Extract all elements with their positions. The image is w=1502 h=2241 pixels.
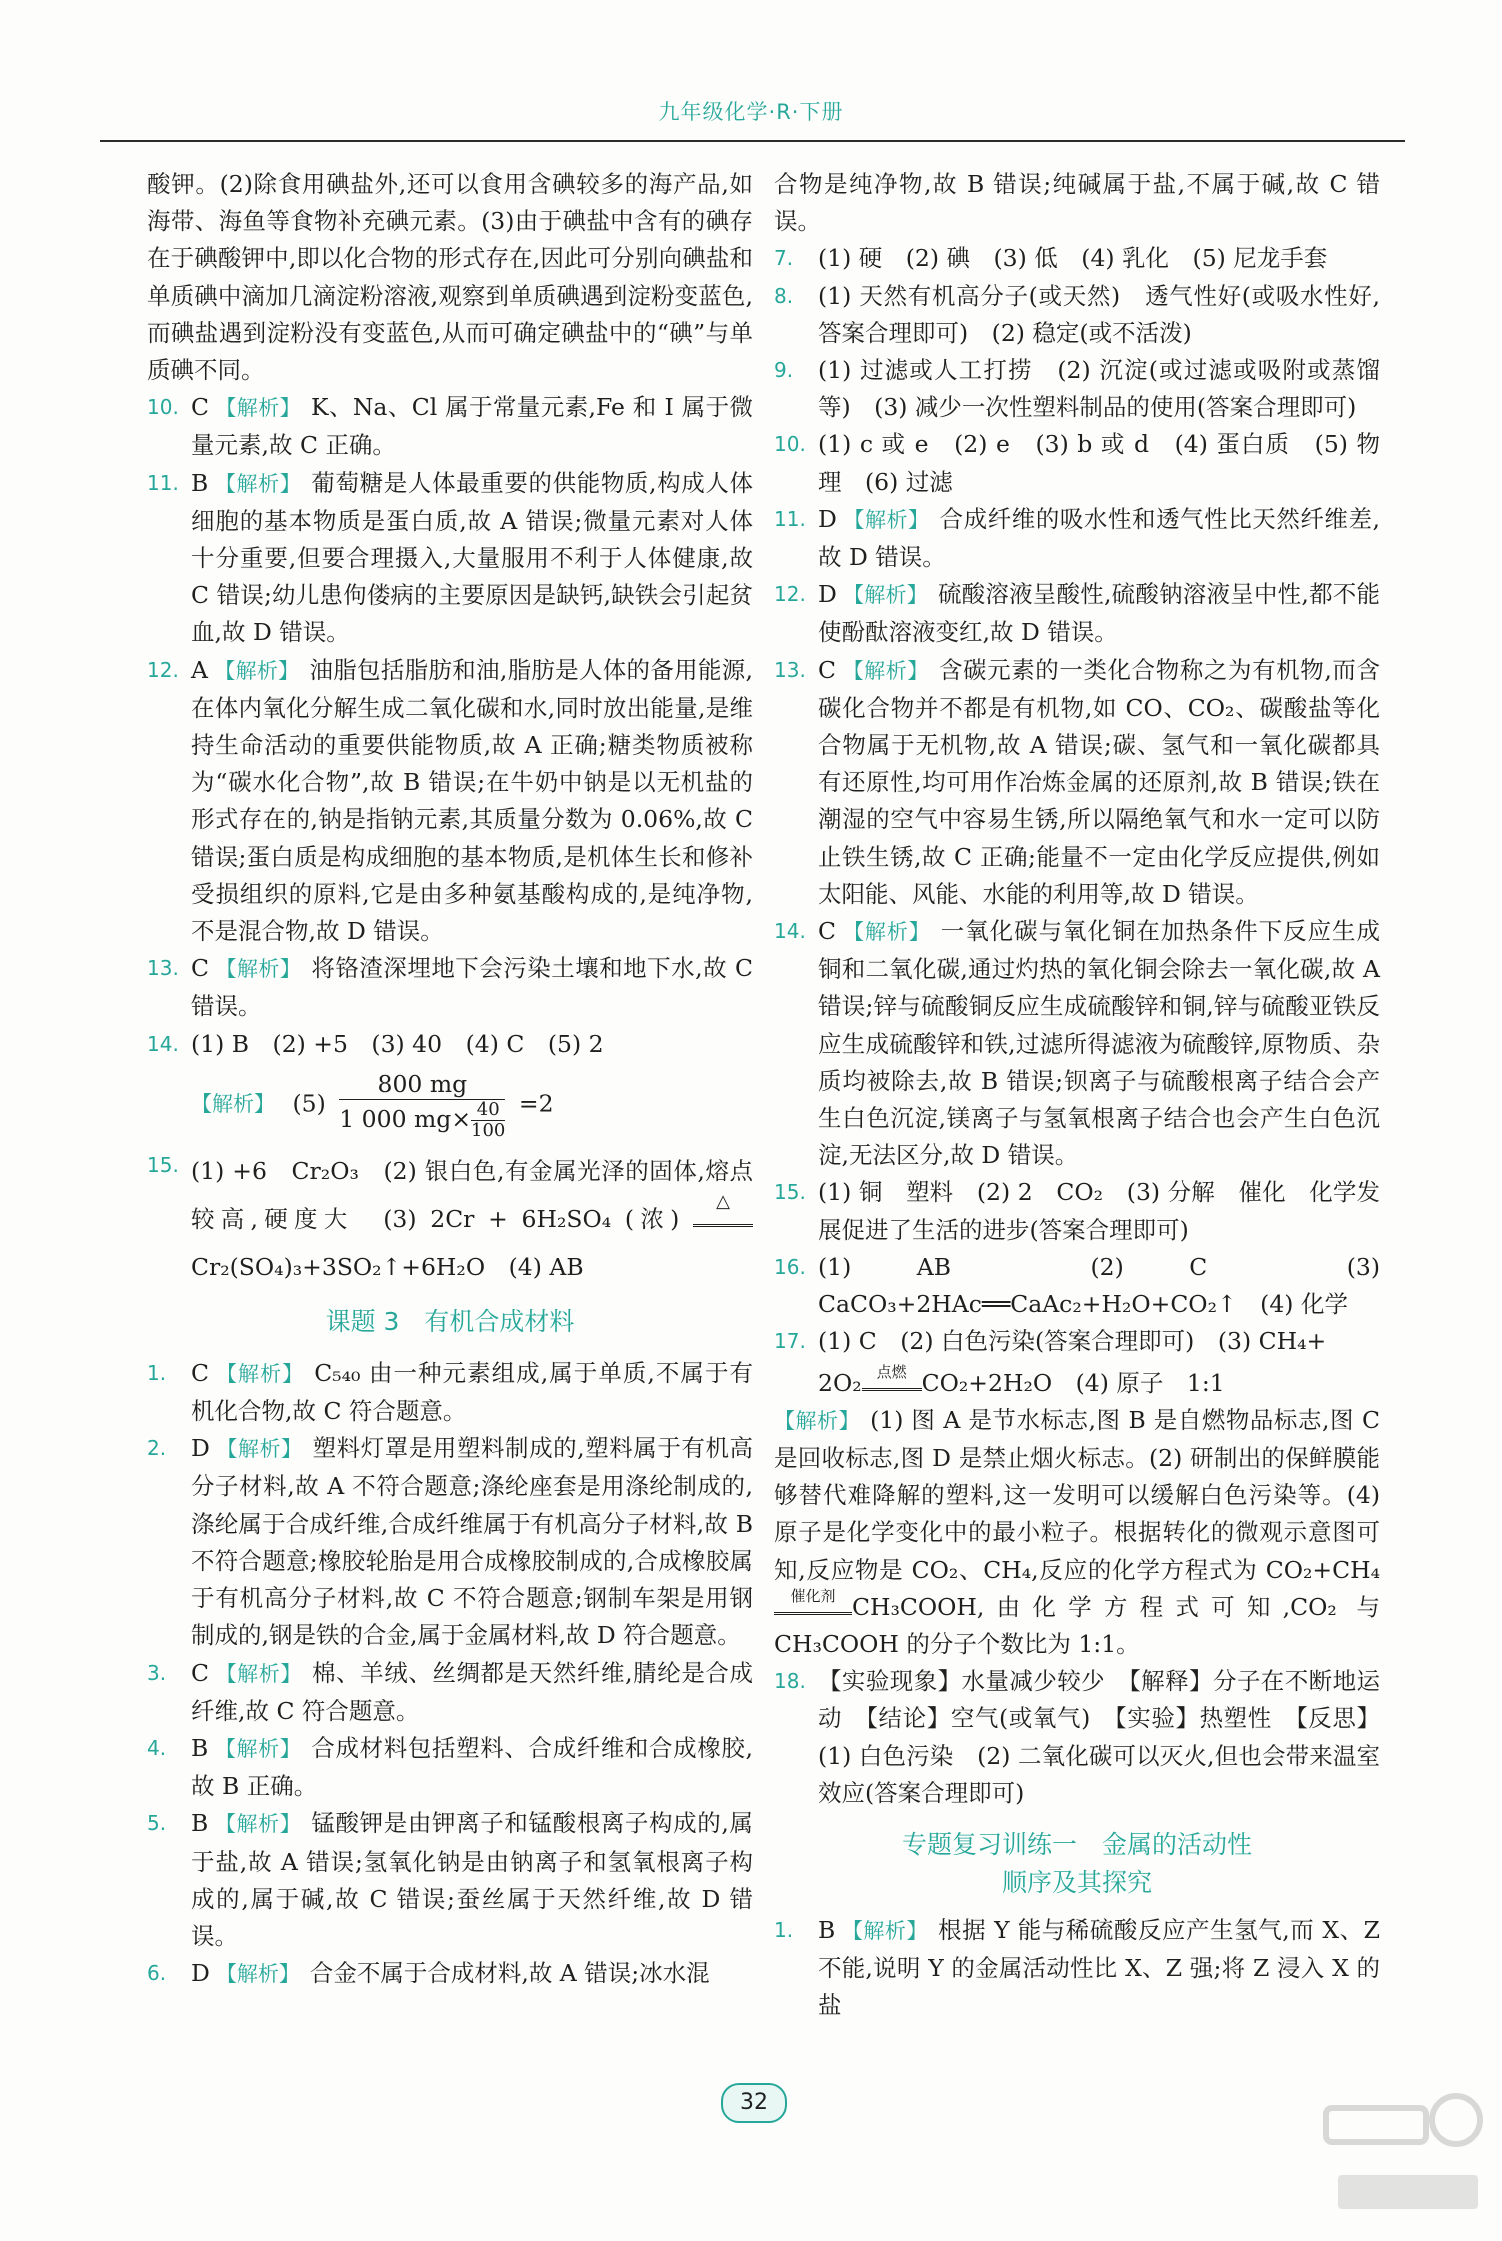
answer-letter: C xyxy=(818,655,836,684)
answer-item xyxy=(774,913,1380,1174)
analysis-text: 合金不属于合成材料,故 A 错误;冰水混 xyxy=(309,1959,710,1988)
right-answer-list-b xyxy=(774,501,1380,1175)
ignite-label: 点燃 xyxy=(876,1362,907,1381)
answer-letter: C xyxy=(191,1658,209,1687)
answer-text: 【实验现象】水量减少较少 【解释】分子在不断地运动 【结论】空气(或氧气) 【实验】热塑性 【反思】(1) 白色污染 (2) 二氧化碳可以灭火,但也会带来温室效应(答案合理即可) xyxy=(818,1667,1380,1807)
analysis-text: 锰酸钾是由钾离子和锰酸根离子构成的,属于盐,故 A 错误;氢氧化钠是由钠离子和氢氧根离子构成的,属于碱,故 C 错误;蚕丝属于天然纤维,故 D 错误。 xyxy=(191,1809,753,1950)
answer-letter: D xyxy=(818,504,837,533)
analysis-text: 一氧化碳与氧化铜在加热条件下反应生成铜和二氧化碳,通过灼热的氧化铜会除去一氧化碳,故 A 错误;锌与硫酸铜反应生成硫酸锌和铜,锌与硫酸亚铁反应生成硫酸锌和铁,过滤所得滤液为硫酸锌,原物质、杂质均被除去,故 B 错误;钡离子与硫酸根离子结合会产生白色沉淀,镁离子与氢氧根离子结合也会产生白色沉淀,无法区分,故 D 错误。 xyxy=(818,917,1381,1170)
item-number: 17. xyxy=(774,1329,806,1354)
item-body xyxy=(191,950,753,1025)
answer-letter: D xyxy=(191,1959,210,1988)
answer-item xyxy=(147,1355,753,1430)
answer-item xyxy=(147,1805,753,1955)
item-body xyxy=(818,913,1380,1174)
answer-item xyxy=(774,240,1380,277)
catalyst-condition-arrow xyxy=(774,1586,852,1615)
heat-symbol: △ xyxy=(716,1190,730,1212)
analysis-text: 将铬渣深埋地下会污染土壤和地下水,故 C 错误。 xyxy=(191,954,754,1021)
item-number: 9. xyxy=(774,358,794,383)
analysis-tag: 【解析】 xyxy=(842,583,928,608)
item-body xyxy=(191,389,753,464)
item-body: (1) 天然有机高分子(或天然) 透气性好(或吸水性好,答案合理即可) (2) 稳定(或不活泼) xyxy=(818,281,1380,347)
item-number: 12. xyxy=(147,657,179,682)
inner-fraction xyxy=(471,1100,505,1141)
answer-item-last xyxy=(774,1912,1380,2025)
answer-item-14 xyxy=(147,1026,753,1141)
answer-item xyxy=(147,1655,753,1730)
denominator-prefix: 1 000 mg× xyxy=(339,1104,472,1133)
analysis-text: 油脂包括脂肪和油,脂肪是人体的备用能源,在体内氧化分解生成二氧化碳和水,同时放出能量,是维持生命活动的重要供能物质,故 A 正确;糖类物质被称为“碳水化合物”,故 B 错误;在牛奶中钠是以无机盐的形式存在的,钠是指钠元素,其质量分数为 0.06%,故 C 错误;蛋白质是构成细胞的基本物质,是机体生长和修补受损组织的原料,它是由多种氨基酸构成的,是纯净物,不是混合物,故 D 错误。 xyxy=(191,655,753,946)
analysis-tag: 【解析】 xyxy=(214,396,301,421)
analysis-tag: 【解析】 xyxy=(214,1661,302,1686)
item-number: 11. xyxy=(774,506,806,531)
item-number: 7. xyxy=(774,246,794,271)
q17-analysis xyxy=(774,1402,1380,1663)
analysis-text: C₅₄₀ 由一种元素组成,属于单质,不属于有机化合物,故 C 符合题意。 xyxy=(191,1358,754,1426)
item-number: 10. xyxy=(147,395,179,420)
analysis-tag: 【解析】 xyxy=(214,1736,302,1761)
analysis-tag: 【解析】 xyxy=(214,957,302,982)
answer-letter: C xyxy=(191,393,209,422)
answer-letter: D xyxy=(191,1434,210,1463)
answer-item xyxy=(774,501,1380,576)
answer-item xyxy=(147,652,753,951)
answer-item xyxy=(147,950,753,1025)
answer-letter: B xyxy=(191,1809,209,1838)
inner-bottom: 100 xyxy=(471,1119,506,1141)
answer-item xyxy=(774,426,1380,500)
section-title: 课题 3 有机合成材料 xyxy=(325,1306,575,1336)
left-intro: 酸钾。(2)除食用碘盐外,还可以食用含碘较多的海产品,如海带、海鱼等食物补充碘元素。(3)由于碘盐中含有的碘存在于碘酸钾中,即以化合物的形式存在,因此可分别向碘盐和单质碘中滴加几滴淀粉溶液,观察到单质碘遇到淀粉变蓝色,而碘盐遇到淀粉没有变蓝色,从而可确定碘盐中的“碘”与单质碘不同。 xyxy=(147,170,753,385)
left-column xyxy=(147,166,753,1993)
analysis-tag: 【解析】 xyxy=(214,1812,302,1837)
answer-item xyxy=(774,352,1380,426)
answer-item xyxy=(147,389,753,464)
item-body xyxy=(818,652,1380,913)
item-body xyxy=(191,465,753,652)
left-answer-list-2 xyxy=(147,1355,753,1993)
item-body xyxy=(818,501,1380,576)
q14-fraction xyxy=(339,1069,505,1141)
heat-condition-arrow xyxy=(693,1190,753,1227)
item-body: (1) c 或 e (2) e (3) b 或 d (4) 蛋白质 (5) 物理 (6) 过滤 xyxy=(818,430,1380,496)
item-body: (1) 硬 (2) 碘 (3) 低 (4) 乳化 (5) 尼龙手套 xyxy=(818,244,1328,273)
analysis-tag: 【解析】 xyxy=(213,658,300,683)
analysis-text: 合成材料包括塑料、合成纤维和合成橡胶,故 B 正确。 xyxy=(191,1733,753,1801)
analysis-text: 含碳元素的一类化合物称之为有机物,而含碳化合物并不都是有机物,如 CO、CO₂、碳酸盐等化合物属于无机物,故 A 错误;碳、氢气和一氧化碳都具有还原性,均可用作冶炼金属的还原剂,故 B 错误;铁在潮湿的空气中容易生锈,所以隔绝氧气和水一定可以防止铁生锈,故 C 正确;能量不一定由化学反应提供,例如太阳能、风能、水能的利用等,故 D 错误。 xyxy=(818,655,1380,908)
item-number: 3. xyxy=(147,1660,167,1685)
answer-letter: C xyxy=(191,1358,209,1387)
header-rule xyxy=(100,140,1405,142)
equation-left: 2O₂ xyxy=(818,1368,862,1397)
item-body xyxy=(191,1655,753,1730)
answer-item-15 xyxy=(147,1147,753,1291)
item-number: 4. xyxy=(147,1735,167,1760)
answer-letter: B xyxy=(191,468,209,497)
item-body xyxy=(191,1355,753,1430)
analysis-text: 根据 Y 能与稀硫酸反应产生氢气,而 X、Z 不能,说明 Y 的金属活动性比 X、Z 强;将 Z 浸入 X 的盐 xyxy=(818,1915,1381,2020)
item-number: 11. xyxy=(147,470,179,495)
item-number: 10. xyxy=(774,432,806,457)
item-body xyxy=(818,576,1380,651)
analysis-tag: 【解析】 xyxy=(215,1962,300,1987)
item-body xyxy=(191,1430,753,1654)
right-answer-list xyxy=(774,240,1380,500)
item-body xyxy=(191,1955,753,1993)
item-number: 5. xyxy=(147,1811,167,1836)
analysis-tag: 【解析】 xyxy=(841,920,931,945)
item-number: 14. xyxy=(774,919,806,944)
answer-item xyxy=(774,576,1380,651)
item-number: 6. xyxy=(147,1961,167,1986)
item-number: 15. xyxy=(147,1152,179,1177)
fraction-denominator xyxy=(339,1100,505,1141)
equation-line xyxy=(818,1362,1380,1402)
answer-item xyxy=(774,652,1380,913)
item-number: 18. xyxy=(774,1669,806,1694)
right-intro: 合物是纯净物,故 B 错误;纯碱属于盐,不属于碱,故 C 错误。 xyxy=(774,170,1380,236)
answer-text: (1) C (2) 白色污染(答案合理即可) (3) CH₄+ xyxy=(818,1327,1327,1356)
answer-text-cont: Cr₂(SO₄)₃+3SO₂↑+6H₂O (4) AB xyxy=(191,1252,584,1281)
q14-result: =2 xyxy=(518,1089,554,1118)
item-number: 1. xyxy=(774,1917,794,1942)
answer-letter: D xyxy=(818,580,837,609)
answer-item xyxy=(147,1955,753,1993)
analysis-text: 葡萄糖是人体最重要的供能物质,构成人体细胞的基本物质是蛋白质,故 A 错误;微量元素对人体十分重要,但要合理摄入,大量服用不利于人体健康,故 C 错误;幼儿患佝偻病的主要原因是缺钙,缺铁会引起贫血,故 D 错误。 xyxy=(191,468,753,647)
item-body xyxy=(191,652,753,951)
answer-text: (1) +6 Cr₂O₃ (2) 银白色,有金属光泽的固体,熔点较高,硬度大 (3) 2Cr + 6H₂SO₄ (浓) xyxy=(191,1156,753,1233)
answer-letter: C xyxy=(818,917,836,946)
catalyst-label: 催化剂 xyxy=(790,1586,836,1605)
answer-text: (1) 铜 塑料 (2) 2 CO₂ (3) 分解 催化 化学发展促进了生活的进步(答案合理即可) xyxy=(818,1178,1380,1244)
q14-analysis xyxy=(191,1069,753,1141)
item-number: 1. xyxy=(147,1360,167,1385)
answer-letter: C xyxy=(191,954,209,983)
answer-text: (1) AB (2) C (3) CaCO₃+2HAc══CaAc₂+H₂O+CO₂↑ (4) 化学 xyxy=(818,1252,1380,1319)
item-number: 8. xyxy=(774,283,794,308)
analysis-tag: 【解析】 xyxy=(191,1092,275,1117)
answer-item xyxy=(147,465,753,652)
item-number: 12. xyxy=(774,582,806,607)
answer-item xyxy=(147,1430,753,1654)
analysis-text: K、Na、Cl 属于常量元素,Fe 和 I 属于微量元素,故 C 正确。 xyxy=(191,393,754,460)
answer-item-15r xyxy=(774,1174,1380,1248)
analysis-text-cont: CH₃COOH,由化学方程式可知,CO₂ 与 CH₃COOH 的分子个数比为 1:1。 xyxy=(774,1592,1380,1658)
item-number: 16. xyxy=(774,1254,806,1279)
analysis-tag: 【解析】 xyxy=(774,1408,861,1433)
item-number: 15. xyxy=(774,1180,806,1205)
answer-letter: B xyxy=(191,1733,209,1762)
item-number: 13. xyxy=(147,956,179,981)
answer-item xyxy=(147,1730,753,1805)
answer-text: (1) B (2) +5 (3) 40 (4) C (5) 2 xyxy=(191,1029,604,1058)
analysis-tag: 【解析】 xyxy=(841,1918,929,1943)
inner-top: 40 xyxy=(471,1100,505,1121)
q14-label: (5) xyxy=(292,1089,326,1118)
answer-item-17r xyxy=(774,1323,1380,1401)
left-answer-list xyxy=(147,389,753,1025)
section-title-line2: 顺序及其探究 xyxy=(1001,1867,1152,1897)
analysis-tag: 【解析】 xyxy=(215,1437,303,1462)
analysis-tag: 【解析】 xyxy=(841,658,929,683)
right-column xyxy=(774,166,1380,2025)
running-header: 九年级化学·R·下册 xyxy=(658,100,844,124)
answer-letter: B xyxy=(818,1915,836,1944)
answer-letter: A xyxy=(191,655,208,684)
equation-right: CO₂+2H₂O (4) 原子 1:1 xyxy=(921,1368,1225,1397)
fraction-numerator: 800 mg xyxy=(339,1069,505,1100)
answer-item-18r xyxy=(774,1663,1380,1812)
analysis-text: (1) 图 A 是节水标志,图 B 是自燃物品标志,图 C 是回收标志,图 D 是禁止烟火标志。(2) 研制出的保鲜膜能够替代难降解的塑料,这一发明可以缓解白色污染等。(4) 原子是化学变化中的最小粒子。根据转化的微观示意图可知,反应物是 CO₂、CH₄,反应的化学方程式为 CO₂+CH₄ xyxy=(774,1405,1380,1584)
item-body: (1) 过滤或人工打捞 (2) 沉淀(或过滤或吸附或蒸馏等) (3) 减少一次性塑料制品的使用(答案合理即可) xyxy=(818,356,1380,422)
answer-item xyxy=(774,278,1380,352)
page-number: 32 xyxy=(721,2083,787,2123)
item-number: 14. xyxy=(147,1031,179,1056)
analysis-text: 塑料灯罩是用塑料制成的,塑料属于有机高分子材料,故 A 不符合题意;涤纶座套是用涤纶制成的,涤纶属于合成纤维,合成纤维属于有机高分子材料,故 B 不符合题意;橡胶轮胎是用合成橡胶制成的,合成橡胶属于有机高分子材料,故 C 不符合题意;钢制车架是用钢制成的,钢是铁的合金,属于金属材料,故 D 符合题意。 xyxy=(191,1434,753,1650)
item-body xyxy=(191,1730,753,1805)
item-body xyxy=(191,1805,753,1955)
analysis-tag: 【解析】 xyxy=(842,507,930,532)
analysis-text: 合成纤维的吸水性和透气性比天然纤维差,故 D 错误。 xyxy=(818,504,1380,572)
analysis-tag: 【解析】 xyxy=(214,1361,305,1386)
ignite-condition-arrow xyxy=(862,1362,922,1391)
analysis-text: 硫酸溶液呈酸性,硫酸钠溶液呈中性,都不能使酚酞溶液变红,故 D 错误。 xyxy=(818,580,1380,647)
item-number: 13. xyxy=(774,657,806,682)
item-number: 2. xyxy=(147,1436,167,1461)
answer-item-16r xyxy=(774,1249,1380,1323)
analysis-tag: 【解析】 xyxy=(214,471,302,496)
section-title-line1: 专题复习训练一 金属的活动性 xyxy=(901,1829,1252,1859)
analysis-text: 棉、羊绒、丝绸都是天然纤维,腈纶是合成纤维,故 C 符合题意。 xyxy=(191,1658,753,1725)
watermark-logo xyxy=(1316,2080,1486,2225)
